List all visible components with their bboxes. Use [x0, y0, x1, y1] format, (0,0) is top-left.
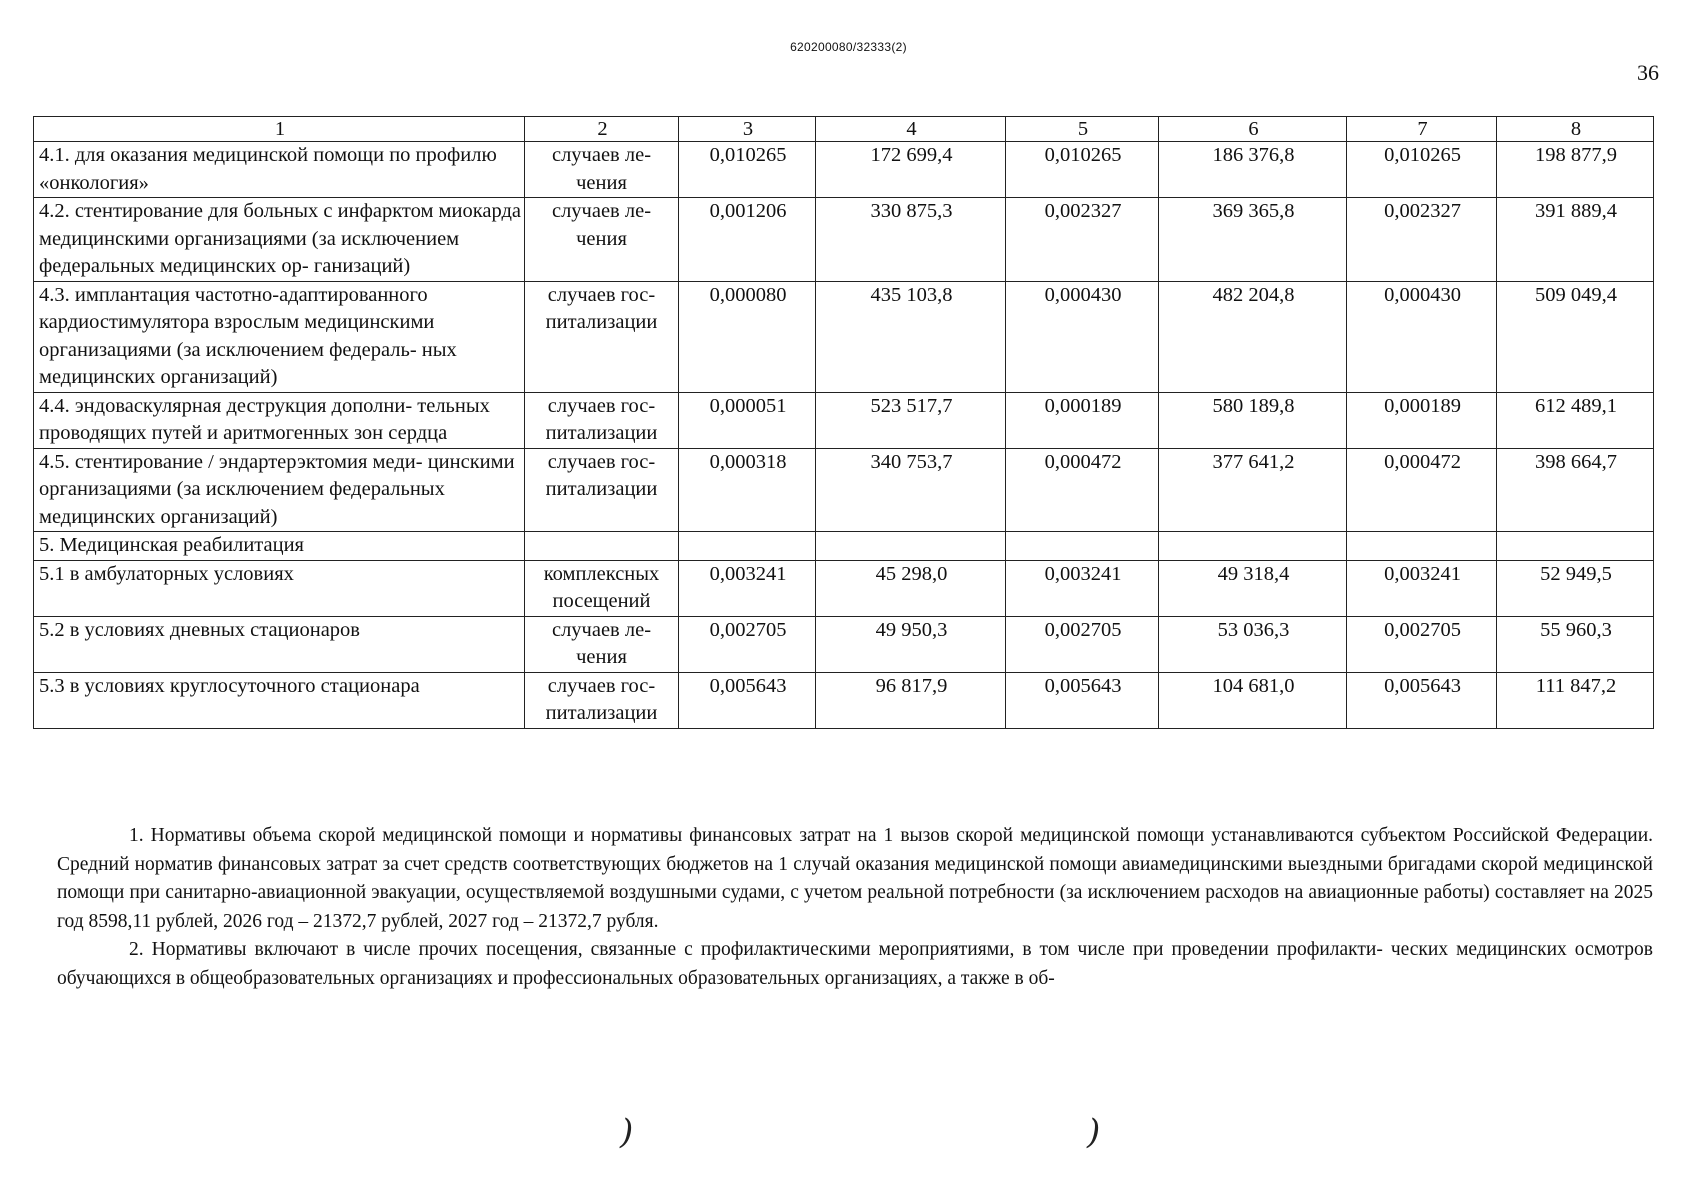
col3-cell: 0,000318 — [679, 448, 816, 532]
row-name-cell: 5.2 в условиях дневных стационаров — [34, 616, 525, 672]
col8-cell: 509 049,4 — [1497, 281, 1654, 392]
row-name-cell: 4.3. имплантация частотно-адаптированного кардиостимулятора взрослым медицинскими организациями (за исключением федераль- ных медицинских организаций) — [34, 281, 525, 392]
col3-cell: 0,000080 — [679, 281, 816, 392]
col7-cell: 0,010265 — [1347, 142, 1497, 198]
column-number-row — [34, 117, 1654, 142]
col6-cell: 369 365,8 — [1159, 198, 1347, 282]
col3-cell: 0,002705 — [679, 616, 816, 672]
row-name-cell: 4.4. эндоваскулярная деструкция дополни- тельных проводящих путей и аритмогенных зон сердца — [34, 392, 525, 448]
col4-cell: 523 517,7 — [816, 392, 1006, 448]
row-name-cell: 5.1 в амбулаторных условиях — [34, 560, 525, 616]
column-header: 4 — [816, 117, 1006, 142]
col7-cell: 0,000472 — [1347, 448, 1497, 532]
document-code: 620200080/32333(2) — [790, 40, 907, 54]
unit-cell: случаев гос- питализации — [525, 448, 679, 532]
unit-cell: случаев ле- чения — [525, 616, 679, 672]
unit-cell: случаев гос- питализации — [525, 392, 679, 448]
column-header: 5 — [1006, 117, 1159, 142]
table-row — [34, 672, 1654, 728]
col4-cell: 435 103,8 — [816, 281, 1006, 392]
footnote-1: 1. Нормативы объема скорой медицинской помощи и нормативы финансовых затрат на 1 вызов скорой медицинской помощи устанавливаются субъектом Российской Федерации. Средний норматив финансовых затрат за счет средств соответствующих бюджетов на 1 случай оказания медицинской помощи авиамедицинскими выездными бригадами скорой медицинской помощи при санитарно-авиационной эвакуации, осуществляемой воздушными судами, с учетом реальной потребности (за исключением расходов на авиационные работы) составляет на 2025 год 8598,11 рублей, 2026 год – 21372,7 рублей, 2027 год – 21372,7 рубля. — [57, 825, 1653, 932]
col5-cell: 0,002327 — [1006, 198, 1159, 282]
col5-cell: 0,002705 — [1006, 616, 1159, 672]
handwritten-mark: ) — [620, 1112, 634, 1152]
col3-cell: 0,010265 — [679, 142, 816, 198]
table-row — [34, 392, 1654, 448]
col4-cell: 45 298,0 — [816, 560, 1006, 616]
table-row — [34, 142, 1654, 198]
table-row — [34, 448, 1654, 532]
col5-cell — [1006, 532, 1159, 561]
col8-cell — [1497, 532, 1654, 561]
unit-cell: случаев ле- чения — [525, 198, 679, 282]
row-name-cell: 4.1. для оказания медицинской помощи по профилю «онкология» — [34, 142, 525, 198]
row-name-cell: 5. Медицинская реабилитация — [34, 532, 525, 561]
col3-cell: 0,005643 — [679, 672, 816, 728]
col8-cell: 398 664,7 — [1497, 448, 1654, 532]
col5-cell: 0,005643 — [1006, 672, 1159, 728]
column-header: 2 — [525, 117, 679, 142]
col8-cell: 391 889,4 — [1497, 198, 1654, 282]
col7-cell: 0,002327 — [1347, 198, 1497, 282]
col8-cell: 198 877,9 — [1497, 142, 1654, 198]
col4-cell: 330 875,3 — [816, 198, 1006, 282]
col5-cell: 0,000472 — [1006, 448, 1159, 532]
footnotes — [57, 822, 1653, 993]
unit-cell: комплексных посещений — [525, 560, 679, 616]
col5-cell: 0,000189 — [1006, 392, 1159, 448]
col8-cell: 111 847,2 — [1497, 672, 1654, 728]
col6-cell: 49 318,4 — [1159, 560, 1347, 616]
column-header: 3 — [679, 117, 816, 142]
row-name-cell: 5.3 в условиях круглосуточного стационара — [34, 672, 525, 728]
col7-cell — [1347, 532, 1497, 561]
column-header: 6 — [1159, 117, 1347, 142]
col5-cell: 0,010265 — [1006, 142, 1159, 198]
column-header: 8 — [1497, 117, 1654, 142]
handwritten-mark: ) — [1087, 1112, 1101, 1152]
col4-cell — [816, 532, 1006, 561]
col7-cell: 0,003241 — [1347, 560, 1497, 616]
col3-cell: 0,000051 — [679, 392, 816, 448]
column-header: 1 — [34, 117, 525, 142]
page-number: 36 — [1637, 60, 1659, 85]
table-row — [34, 198, 1654, 282]
col6-cell: 580 189,8 — [1159, 392, 1347, 448]
col3-cell: 0,003241 — [679, 560, 816, 616]
row-name-cell: 4.2. стентирование для больных с инфарктом миокарда медицинскими организациями (за исключением федеральных медицинских ор- ганизаций) — [34, 198, 525, 282]
table-row — [34, 560, 1654, 616]
table-row — [34, 532, 1654, 561]
col6-cell: 104 681,0 — [1159, 672, 1347, 728]
col8-cell: 612 489,1 — [1497, 392, 1654, 448]
table-row — [34, 281, 1654, 392]
col6-cell: 53 036,3 — [1159, 616, 1347, 672]
col3-cell — [679, 532, 816, 561]
col4-cell: 96 817,9 — [816, 672, 1006, 728]
unit-cell: случаев гос- питализации — [525, 672, 679, 728]
col4-cell: 172 699,4 — [816, 142, 1006, 198]
col4-cell: 340 753,7 — [816, 448, 1006, 532]
col7-cell: 0,005643 — [1347, 672, 1497, 728]
row-name-cell: 4.5. стентирование / эндартерэктомия меди- цинскими организациями (за исключением федеральных медицинских организаций) — [34, 448, 525, 532]
unit-cell: случаев гос- питализации — [525, 281, 679, 392]
col8-cell: 52 949,5 — [1497, 560, 1654, 616]
unit-cell — [525, 532, 679, 561]
col8-cell: 55 960,3 — [1497, 616, 1654, 672]
col6-cell: 377 641,2 — [1159, 448, 1347, 532]
col6-cell — [1159, 532, 1347, 561]
col5-cell: 0,003241 — [1006, 560, 1159, 616]
standards-table — [33, 116, 1654, 729]
table-row — [34, 616, 1654, 672]
footnote-2: 2. Нормативы включают в числе прочих посещения, связанные с профилактическими мероприятиями, в том числе при проведении профилакти- ческих медицинских осмотров обучающихся в общеобразовательных организациях и профессиональных образовательных организациях, а также в об- — [57, 939, 1653, 989]
col3-cell: 0,001206 — [679, 198, 816, 282]
col5-cell: 0,000430 — [1006, 281, 1159, 392]
column-header: 7 — [1347, 117, 1497, 142]
col7-cell: 0,000189 — [1347, 392, 1497, 448]
col7-cell: 0,002705 — [1347, 616, 1497, 672]
col6-cell: 482 204,8 — [1159, 281, 1347, 392]
col4-cell: 49 950,3 — [816, 616, 1006, 672]
col7-cell: 0,000430 — [1347, 281, 1497, 392]
unit-cell: случаев ле- чения — [525, 142, 679, 198]
col6-cell: 186 376,8 — [1159, 142, 1347, 198]
